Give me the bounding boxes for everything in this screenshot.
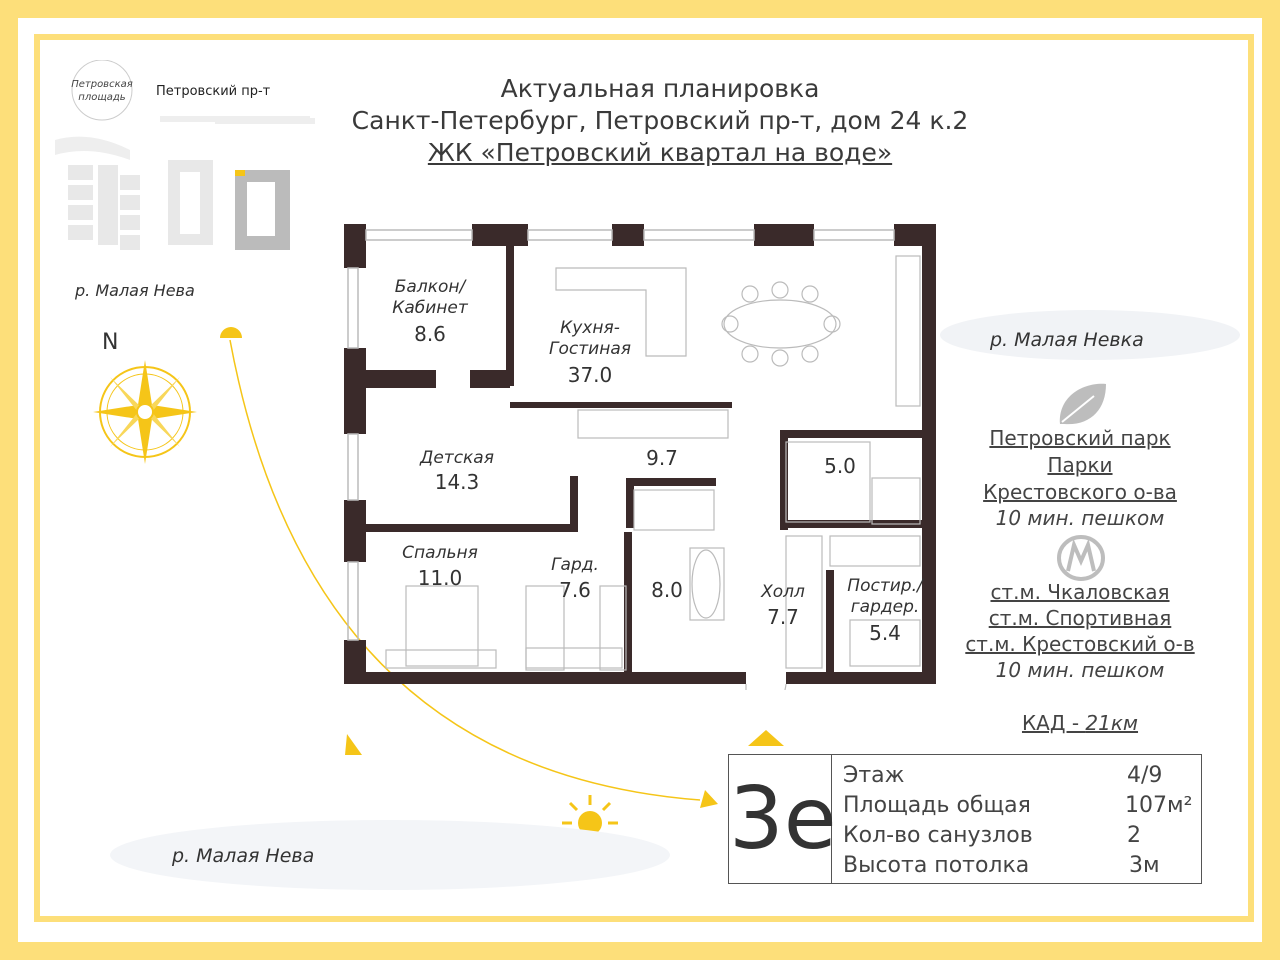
leaf-icon [1054,380,1110,428]
metro-3[interactable]: ст.м. Крестовский о-в [965,632,1195,656]
spec-label-bathrooms: Кол-во санузлов [843,823,1033,848]
spec-label-floor: Этаж [843,763,905,788]
river-label-topleft: р. Малая Нева [75,281,195,300]
room-name-hall: Холл [761,582,805,602]
kad-distance[interactable]: КАД - 21км [1021,711,1139,735]
metro-walk-time: 10 мин. пешком [995,658,1165,682]
room-area-laundry: 5.4 [869,621,901,645]
room-area-kids: 14.3 [434,470,480,494]
room-area-bedroom: 11.0 [417,566,463,590]
room-area-balcony: 8.6 [414,322,446,346]
room-name-laundry: Постир./ гардер. [847,576,923,617]
title-complex: ЖК «Петровский квартал на воде» [427,138,893,167]
watermark-house-icon [40,877,72,913]
room-area-bath2: 8.0 [651,578,683,602]
river-label-bottom: р. Малая Нева [172,845,315,867]
park-2[interactable]: Парки [1047,453,1113,477]
title-address: Санкт-Петербург, Петровский пр-т, дом 24 к.2 [351,106,969,135]
compass-north: N [102,330,119,355]
title-line1: Актуальная планировка [500,74,820,103]
watermark: Домклик [72,885,218,918]
metro-icon [1056,535,1106,581]
room-area-bath1: 5.0 [824,454,856,478]
spec-value-area: 107м² [1125,793,1193,818]
room-name-kids: Детская [420,448,494,468]
room-name-balcony: Балкон/ Кабинет [392,277,468,318]
room-name-bedroom: Спальня [402,543,478,563]
room-area-hall: 7.7 [767,605,799,629]
park-3[interactable]: Крестовского о-ва [983,480,1177,504]
spec-value-ceiling: 3м [1129,853,1160,878]
room-area-kitchen: 37.0 [567,363,613,387]
spec-label-ceiling: Высота потолка [843,853,1030,878]
room-area-corridor: 9.7 [646,446,678,470]
metro-1[interactable]: ст.м. Чкаловская [990,580,1170,604]
compass-rose-icon [90,360,200,470]
street-label: Петровский пр-т [156,84,271,99]
square-label: Петровская площадь [71,79,133,103]
spec-value-bathrooms: 2 [1127,823,1141,848]
metro-2[interactable]: ст.м. Спортивная [988,606,1172,630]
park-1[interactable]: Петровский парк [989,426,1171,450]
park-walk-time: 10 мин. пешком [995,506,1165,530]
room-name-kitchen: Кухня- Гостиная [549,318,631,359]
apartment-code: 3е [729,755,832,883]
river-label-right: р. Малая Невка [990,329,1144,351]
spec-value-floor: 4/9 [1127,763,1163,788]
room-area-wardrobe: 7.6 [559,578,591,602]
spec-box [728,754,1202,884]
spec-label-area: Площадь общая [843,793,1031,818]
entrance-arrow-icon [746,728,786,748]
room-name-wardrobe: Гард. [551,555,599,575]
